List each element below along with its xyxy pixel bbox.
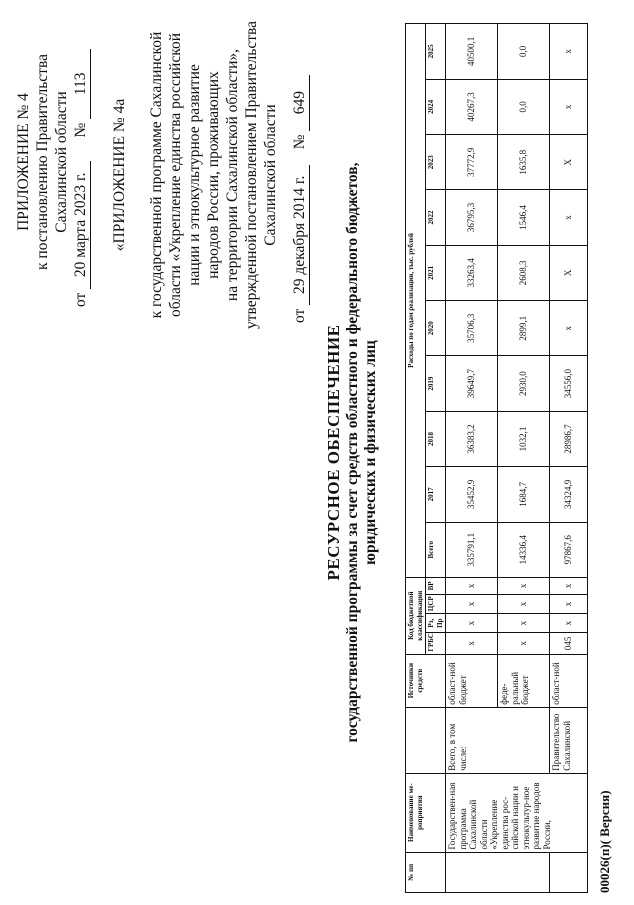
value-2022: х <box>550 190 588 245</box>
value-2021: 2608,3 <box>498 245 550 300</box>
row-number <box>550 852 588 892</box>
value-2022: 1546,4 <box>498 190 550 245</box>
value-2022: 36795,3 <box>446 190 498 245</box>
value-2024: 40267,3 <box>446 79 498 134</box>
value-2018: 28986,7 <box>550 411 588 466</box>
code-rz-pr: х <box>498 614 550 633</box>
col-csr: ЦСР <box>426 594 446 613</box>
col-2024: 2024 <box>426 79 446 134</box>
value-total: 14336,4 <box>498 522 550 577</box>
total-label: Всего, в том числе: <box>446 707 550 773</box>
value-2017: 1684,7 <box>498 467 550 522</box>
value-2020: 2899,1 <box>498 301 550 356</box>
value-2021: Х <box>550 245 588 300</box>
col-person <box>406 707 446 773</box>
value-total: 97867,6 <box>550 522 588 577</box>
value-2020: 35706,3 <box>446 301 498 356</box>
prior-appendix-title: «ПРИЛОЖЕНИЕ № 4а <box>111 98 128 252</box>
value-2017: 34324,9 <box>550 467 588 522</box>
col-2020: 2020 <box>426 301 446 356</box>
region-line: Сахалинской области <box>53 91 70 233</box>
program-line-6: утвержденной постановлением Правительства <box>243 21 260 329</box>
prior-appendix-header <box>110 15 310 335</box>
col-total: Всего <box>426 522 446 577</box>
code-grbs: х <box>498 633 550 654</box>
title-line-3: юридических и физических лиц <box>362 340 379 565</box>
col-2017: 2017 <box>426 467 446 522</box>
program-line-4: народов России, проживающих <box>205 71 222 279</box>
code-vr: х <box>498 577 550 594</box>
program-line-7: Сахалинской области <box>262 104 279 246</box>
code-csr: х <box>550 594 588 613</box>
resolution-line: к постановлению Правительства <box>34 54 51 270</box>
appendix-header <box>14 17 91 307</box>
resource-table <box>405 23 588 893</box>
funding-source: област-ной бюджет <box>446 654 498 707</box>
table-header-row <box>406 24 426 893</box>
value-2019: 34556,0 <box>550 356 588 411</box>
row-number <box>446 852 550 892</box>
value-2023: Х <box>550 135 588 190</box>
col-vr: ВР <box>426 577 446 594</box>
from-label: от <box>72 292 89 307</box>
value-2023: 37772,9 <box>446 135 498 190</box>
table-row <box>446 24 498 893</box>
funding-source: феде-ральный бюджет <box>498 654 550 707</box>
col-2018: 2018 <box>426 411 446 466</box>
value-2017: 35452,9 <box>446 467 498 522</box>
program-line-3: нации и этнокультурное развитие <box>186 64 203 286</box>
value-2021: 33263,4 <box>446 245 498 300</box>
col-2021: 2021 <box>426 245 446 300</box>
program-line-2: области «Укрепление единства российской <box>167 32 184 318</box>
code-vr: х <box>550 577 588 594</box>
value-total: 335791,1 <box>446 522 498 577</box>
value-2025: х <box>550 24 588 80</box>
resolution-date-line <box>71 17 91 307</box>
col-2025: 2025 <box>426 24 446 80</box>
version-footer: 00026(п)( Версия) <box>597 790 612 893</box>
col-expenses: Расходы по годам реализации, тыс. рублей <box>406 24 426 578</box>
document-title <box>324 0 380 905</box>
program-name: Государствен-ная программа Сахалинской области «Укрепление единства рос-сийской нации и этнокультур-ное развитие народов России, <box>446 773 588 852</box>
funding-source: област-ной <box>550 654 588 707</box>
value-2018: 1032,1 <box>498 411 550 466</box>
col-activity-name: Наименование ме-роприятия <box>406 773 446 852</box>
resolution-date: 20 марта 2023 г. <box>71 161 91 289</box>
code-vr: х <box>446 577 498 594</box>
col-budget-code: Код бюджетной классификации <box>406 577 426 654</box>
title-line-2: государственной программы за счет средств областного и федерального бюджетов, <box>344 162 361 743</box>
col-2023: 2023 <box>426 135 446 190</box>
title-line-1: РЕСУРСНОЕ ОБЕСПЕЧЕНИЕ <box>324 324 343 581</box>
code-grbs: х <box>446 633 498 654</box>
col-rz-pr: Рз, Пр <box>426 614 446 633</box>
responsible-executor: Правительство Сахалинской <box>550 707 588 773</box>
prior-from-label: от <box>291 308 308 323</box>
prior-number: 649 <box>290 75 310 131</box>
value-2018: 36383,2 <box>446 411 498 466</box>
prior-number-label: № <box>291 134 308 150</box>
col-2019: 2019 <box>426 356 446 411</box>
code-rz-pr: х <box>446 614 498 633</box>
code-csr: х <box>498 594 550 613</box>
value-2024: 0,0 <box>498 79 550 134</box>
value-2020: х <box>550 301 588 356</box>
value-2025: 0,0 <box>498 24 550 80</box>
col-2022: 2022 <box>426 190 446 245</box>
col-number: № пп <box>406 852 446 892</box>
value-2019: 2930,0 <box>498 356 550 411</box>
prior-date-line <box>290 15 310 335</box>
col-funding-source: Источники средств <box>406 654 446 707</box>
resolution-number: 113 <box>71 49 91 119</box>
code-grbs: 045 <box>550 633 588 654</box>
col-grbs: ГРБС <box>426 633 446 654</box>
program-line-1: к государственной программе Сахалинской <box>148 31 165 319</box>
value-2024: х <box>550 79 588 134</box>
value-2019: 39649,7 <box>446 356 498 411</box>
code-rz-pr: х <box>550 614 588 633</box>
appendix-title: ПРИЛОЖЕНИЕ № 4 <box>15 93 32 231</box>
number-label: № <box>72 122 89 138</box>
prior-date: 29 декабря 2014 г. <box>290 165 310 305</box>
table-row <box>550 24 588 893</box>
code-csr: х <box>446 594 498 613</box>
program-line-5: на территории Сахалинской области», <box>224 48 241 302</box>
value-2023: 1635,8 <box>498 135 550 190</box>
value-2025: 40500,1 <box>446 24 498 80</box>
